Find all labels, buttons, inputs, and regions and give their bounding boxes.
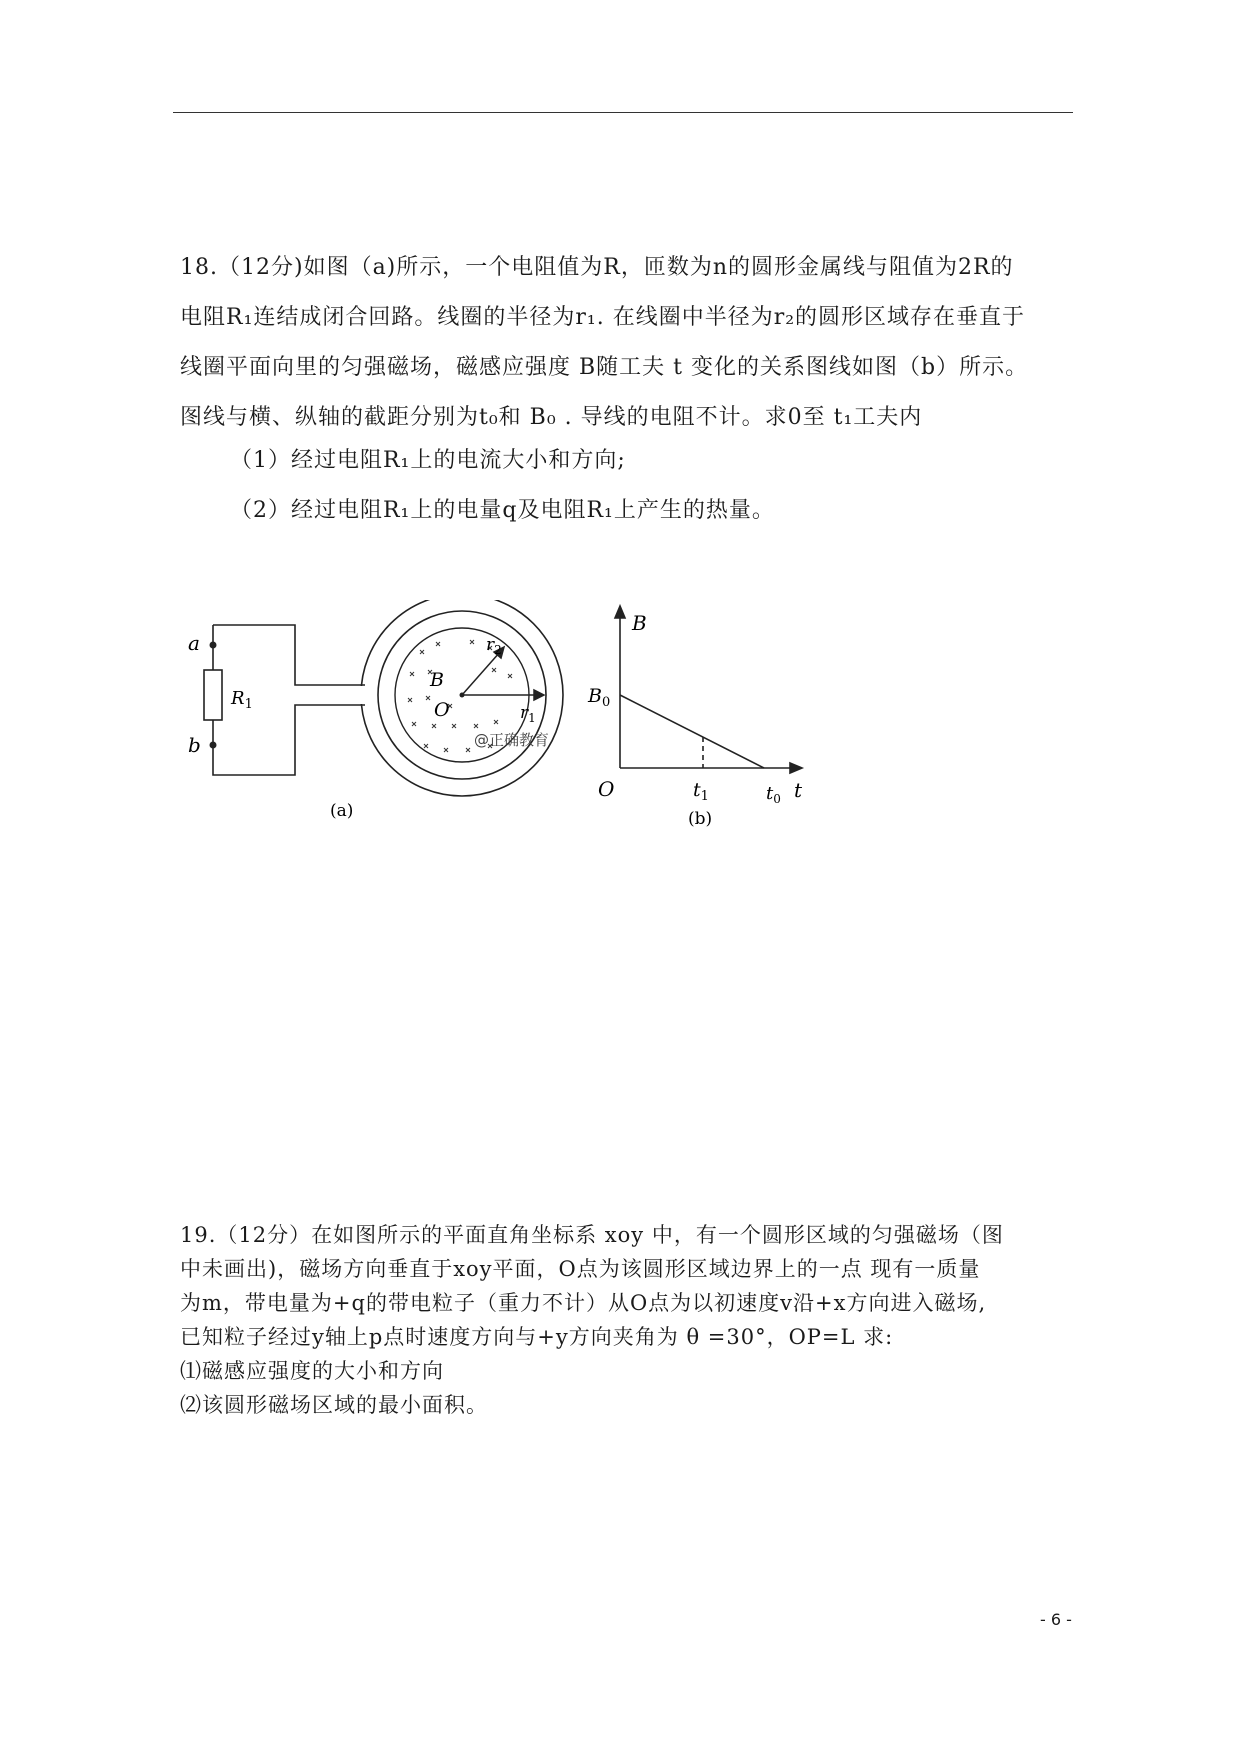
- figure-a-circuit: [204, 600, 563, 796]
- terminal-b: [210, 742, 217, 749]
- label-b0: $B_0$: [588, 685, 611, 710]
- q19-line-2: 中未画出)，磁场方向垂直于xoy平面，O点为该圆形区域边界上的一点 现有一质量: [180, 1257, 981, 1281]
- q18-sub-2: （2）经过电阻R₁上的电量q及电阻R₁上产生的热量。: [230, 498, 775, 523]
- terminal-a: [210, 642, 217, 649]
- q18-line-3: 线圈平面向里的匀强磁场，磁感应强度 B随工夫 t 变化的关系图线如图（b）所示。: [180, 355, 1029, 380]
- radius-arrows: [462, 647, 544, 700]
- q18-sub-1: （1）经过电阻R₁上的电流大小和方向;: [230, 448, 626, 473]
- label-b: b: [188, 733, 201, 757]
- b-t-line: [620, 695, 764, 768]
- resistor-r1: [204, 670, 222, 720]
- q18-line-4: 图线与横、纵轴的截距分别为t₀和 B₀ . 导线的电阻不计。求0至 t₁工夫内: [180, 405, 923, 430]
- label-center-o: O: [434, 699, 450, 721]
- caption-b: (b): [688, 809, 713, 829]
- q19-sub-1: ⑴磁感应强度的大小和方向: [180, 1359, 444, 1383]
- watermark: @正确教育: [474, 731, 550, 749]
- label-t0: $t_0$: [766, 783, 781, 806]
- q19-sub-2: ⑵该圆形磁场区域的最小面积。: [180, 1393, 488, 1417]
- label-r2: $r_2$: [486, 635, 502, 657]
- label-a: a: [188, 631, 200, 655]
- q18-line-1: 18.（12分)如图（a)所示，一个电阻值为R，匝数为n的圆形金属线与阻值为2R的: [180, 255, 1014, 280]
- axis-label-b: B: [632, 611, 647, 635]
- q19-line-1: 19.（12分）在如图所示的平面直角坐标系 xoy 中，有一个圆形区域的匀强磁场（图: [180, 1223, 1004, 1247]
- q19-line-4: 已知粒子经过y轴上p点时速度方向与+y方向夹角为 θ =30°，OP=L 求:: [180, 1325, 894, 1349]
- origin-o: O: [598, 777, 615, 801]
- header-rule: [173, 112, 1073, 113]
- label-field-b: B: [430, 669, 444, 691]
- caption-a: (a): [330, 801, 354, 821]
- label-r1-radius: $r_1$: [520, 703, 536, 725]
- label-r1: $R_1$: [231, 688, 253, 712]
- axis-label-t: t: [794, 778, 803, 802]
- q18-line-2: 电阻R₁连结成闭合回路。线圈的半径为r₁. 在线圈中半径为r₂的圆形区域存在垂直于: [180, 305, 1026, 330]
- q19-line-3: 为m，带电量为+q的带电粒子（重力不计）从O点为以初速度v沿+x方向进入磁场,: [180, 1291, 987, 1315]
- q18-figure: [170, 600, 830, 850]
- label-t1: $t_1$: [693, 779, 709, 804]
- page-number: - 6 -: [1040, 1610, 1072, 1629]
